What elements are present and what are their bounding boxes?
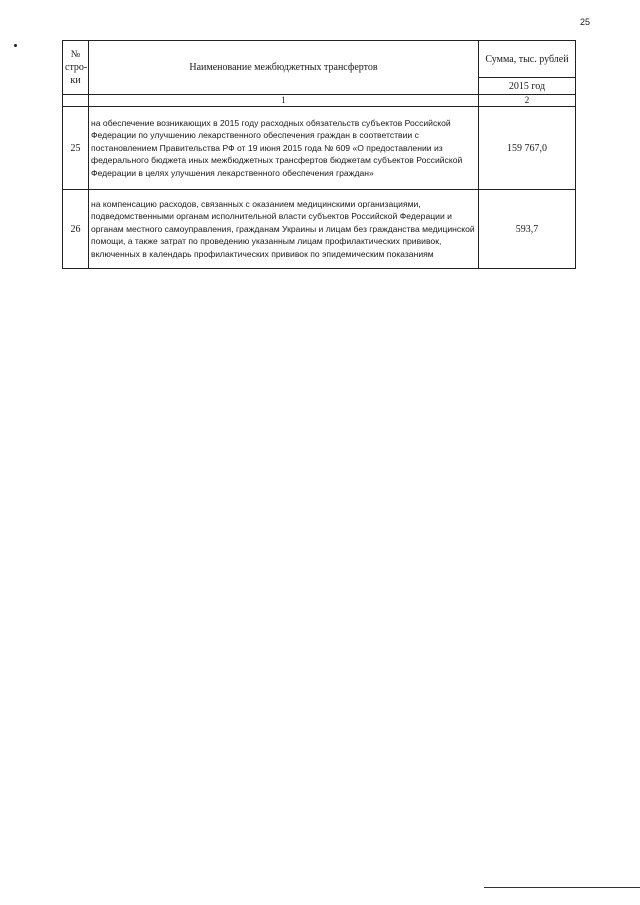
column-index-sum: 2 <box>479 95 576 107</box>
table-row <box>63 107 576 190</box>
row-number: 25 <box>63 107 89 190</box>
column-index-name: 1 <box>89 95 479 107</box>
bottom-rule <box>484 887 640 888</box>
row-description: на компенсацию расходов, связанных с оказанием медицинскими организациями, подведомственными органам исполнительной власти субъектов Российской Федерации и органам местного самоуправления, гражданам Украины и лицам без гражданства медицинской помощи, а также затрат по проведению указанным лицам профилактических прививок, включенных в календарь профилактических прививок по эпидемическим показаниям <box>89 190 479 269</box>
row-number: 26 <box>63 190 89 269</box>
row-amount: 159 767,0 <box>479 107 576 190</box>
transfers-table <box>62 40 576 269</box>
header-amount: Сумма, тыс. рублей <box>479 41 576 78</box>
header-year: 2015 год <box>479 78 576 95</box>
row-description: на обеспечение возникающих в 2015 году расходных обязательств субъектов Российской Федерации по улучшению лекарственного обеспечения граждан в соответствии с постановлением Правительства РФ от 19 июня 2015 года № 609 «О предоставлении из федерального бюджета иных межбюджетных трансфертов бюджетам субъектов Российской Федерации в целях улучшения лекарственного обеспечения граждан» <box>89 107 479 190</box>
table-row <box>63 190 576 269</box>
header-transfer-name: Наименование межбюджетных трансфертов <box>89 41 479 95</box>
header-row-number: № стро-ки <box>63 41 89 95</box>
row-amount: 593,7 <box>479 190 576 269</box>
page-number: 25 <box>580 17 591 27</box>
table-header-row <box>63 41 576 78</box>
column-index-empty <box>63 95 89 107</box>
column-index-row <box>63 95 576 107</box>
scan-speck <box>14 44 17 47</box>
